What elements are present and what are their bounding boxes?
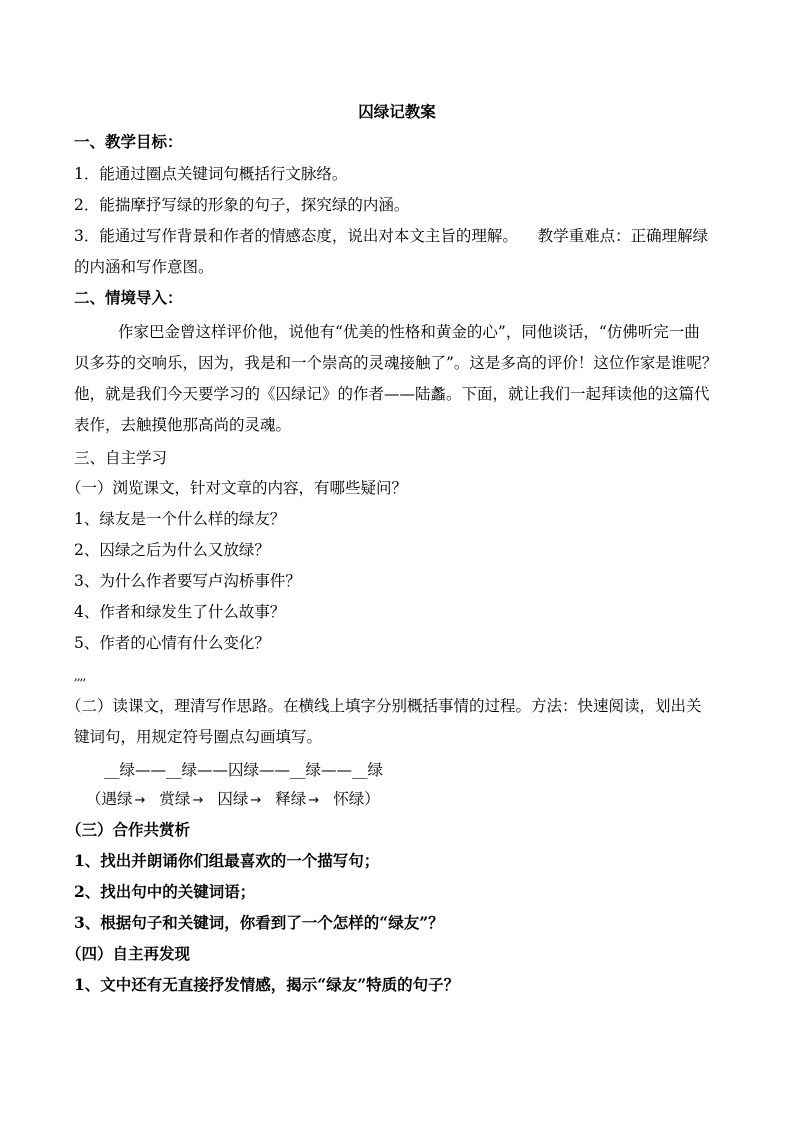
answer-item: 赏绿 — [159, 790, 191, 808]
question-item: 3、为什么作者要写卢沟桥事件？ — [74, 572, 301, 590]
subsection-heading-read: （二）读课文，理清写作思路。在横线上填字分别概括事情的过程。方法：快速阅读，划出关 — [66, 697, 702, 715]
appreciation-item: 2、找出句中的关键词语； — [74, 882, 256, 901]
answer-item: 怀绿） — [333, 790, 380, 808]
objective-item: 1．能通过圈点关键词句概括行文脉络。 — [74, 165, 348, 183]
answer-item: 释绿 — [275, 790, 307, 808]
intro-paragraph-line: 他，就是我们今天要学习的《囚绿记》的作者——陆蠡。下面，就让我们一起拜读他的这篇代 — [74, 385, 710, 403]
arrow-right-icon: → — [192, 793, 204, 808]
arrow-right-icon: → — [134, 793, 146, 808]
subsection-text-continued: 键词句，用规定符号圈点勾画填写。 — [74, 728, 323, 746]
objective-item: 2．能揣摩抒写绿的形象的句子，探究绿的内涵。 — [74, 196, 410, 214]
answer-sequence — [86, 788, 380, 812]
intro-paragraph-line: 贝多芬的交响乐，因为，我是和一个崇高的灵魂接触了”。这是多高的评价！这位作家是谁呢？ — [74, 354, 718, 372]
question-item: 4、作者和绿发生了什么故事？ — [74, 603, 286, 621]
subsection-heading-appreciation: （三）合作共赏析 — [66, 820, 191, 839]
section-heading-introduction: 二、情境导入： — [74, 288, 183, 307]
intro-paragraph-line: 表作，去触摸他那高尚的灵魂。 — [74, 416, 292, 434]
subsection-heading-rediscovery: （四）自主再发现 — [66, 944, 191, 963]
intro-paragraph-line: 作家巴金曾这样评价他，说他有“优美的性格和黄金的心”，同他谈话，“仿佛听完一曲 — [118, 323, 700, 341]
objective-item-continued: 的内涵和写作意图。 — [74, 258, 214, 276]
question-item: 1、绿友是一个什么样的绿友？ — [74, 510, 286, 528]
document-title: 囚绿记教案 — [358, 102, 436, 121]
ellipsis-mark: ,,,, — [74, 669, 86, 683]
section-heading-objectives: 一、教学目标： — [74, 132, 183, 151]
section-heading-self-study: 三、自主学习 — [74, 449, 168, 467]
fill-in-blank-line: __绿——__绿——囚绿——__绿——__绿 — [104, 761, 384, 779]
appreciation-item: 1、找出并朗诵你们组最喜欢的一个描写句； — [74, 851, 380, 870]
appreciation-item: 3、根据句子和关键词，你看到了一个怎样的“绿友”？ — [74, 913, 444, 932]
question-item: 5、作者的心情有什么变化？ — [74, 634, 270, 652]
arrow-right-icon: → — [250, 793, 262, 808]
answer-item: （遇绿 — [86, 790, 133, 808]
answer-item: 囚绿 — [217, 790, 249, 808]
subsection-heading-browse: （一）浏览课文，针对文章的内容，有哪些疑问？ — [66, 479, 408, 497]
question-item: 2、囚绿之后为什么又放绿？ — [74, 541, 270, 559]
objective-item: 3．能通过写作背景和作者的情感态度，说出对本文主旨的理解。 教学重难点：正确理解绿 — [74, 227, 709, 245]
arrow-right-icon: → — [308, 793, 320, 808]
rediscovery-item: 1、文中还有无直接抒发情感，揭示“绿友”特质的句子？ — [74, 975, 460, 994]
